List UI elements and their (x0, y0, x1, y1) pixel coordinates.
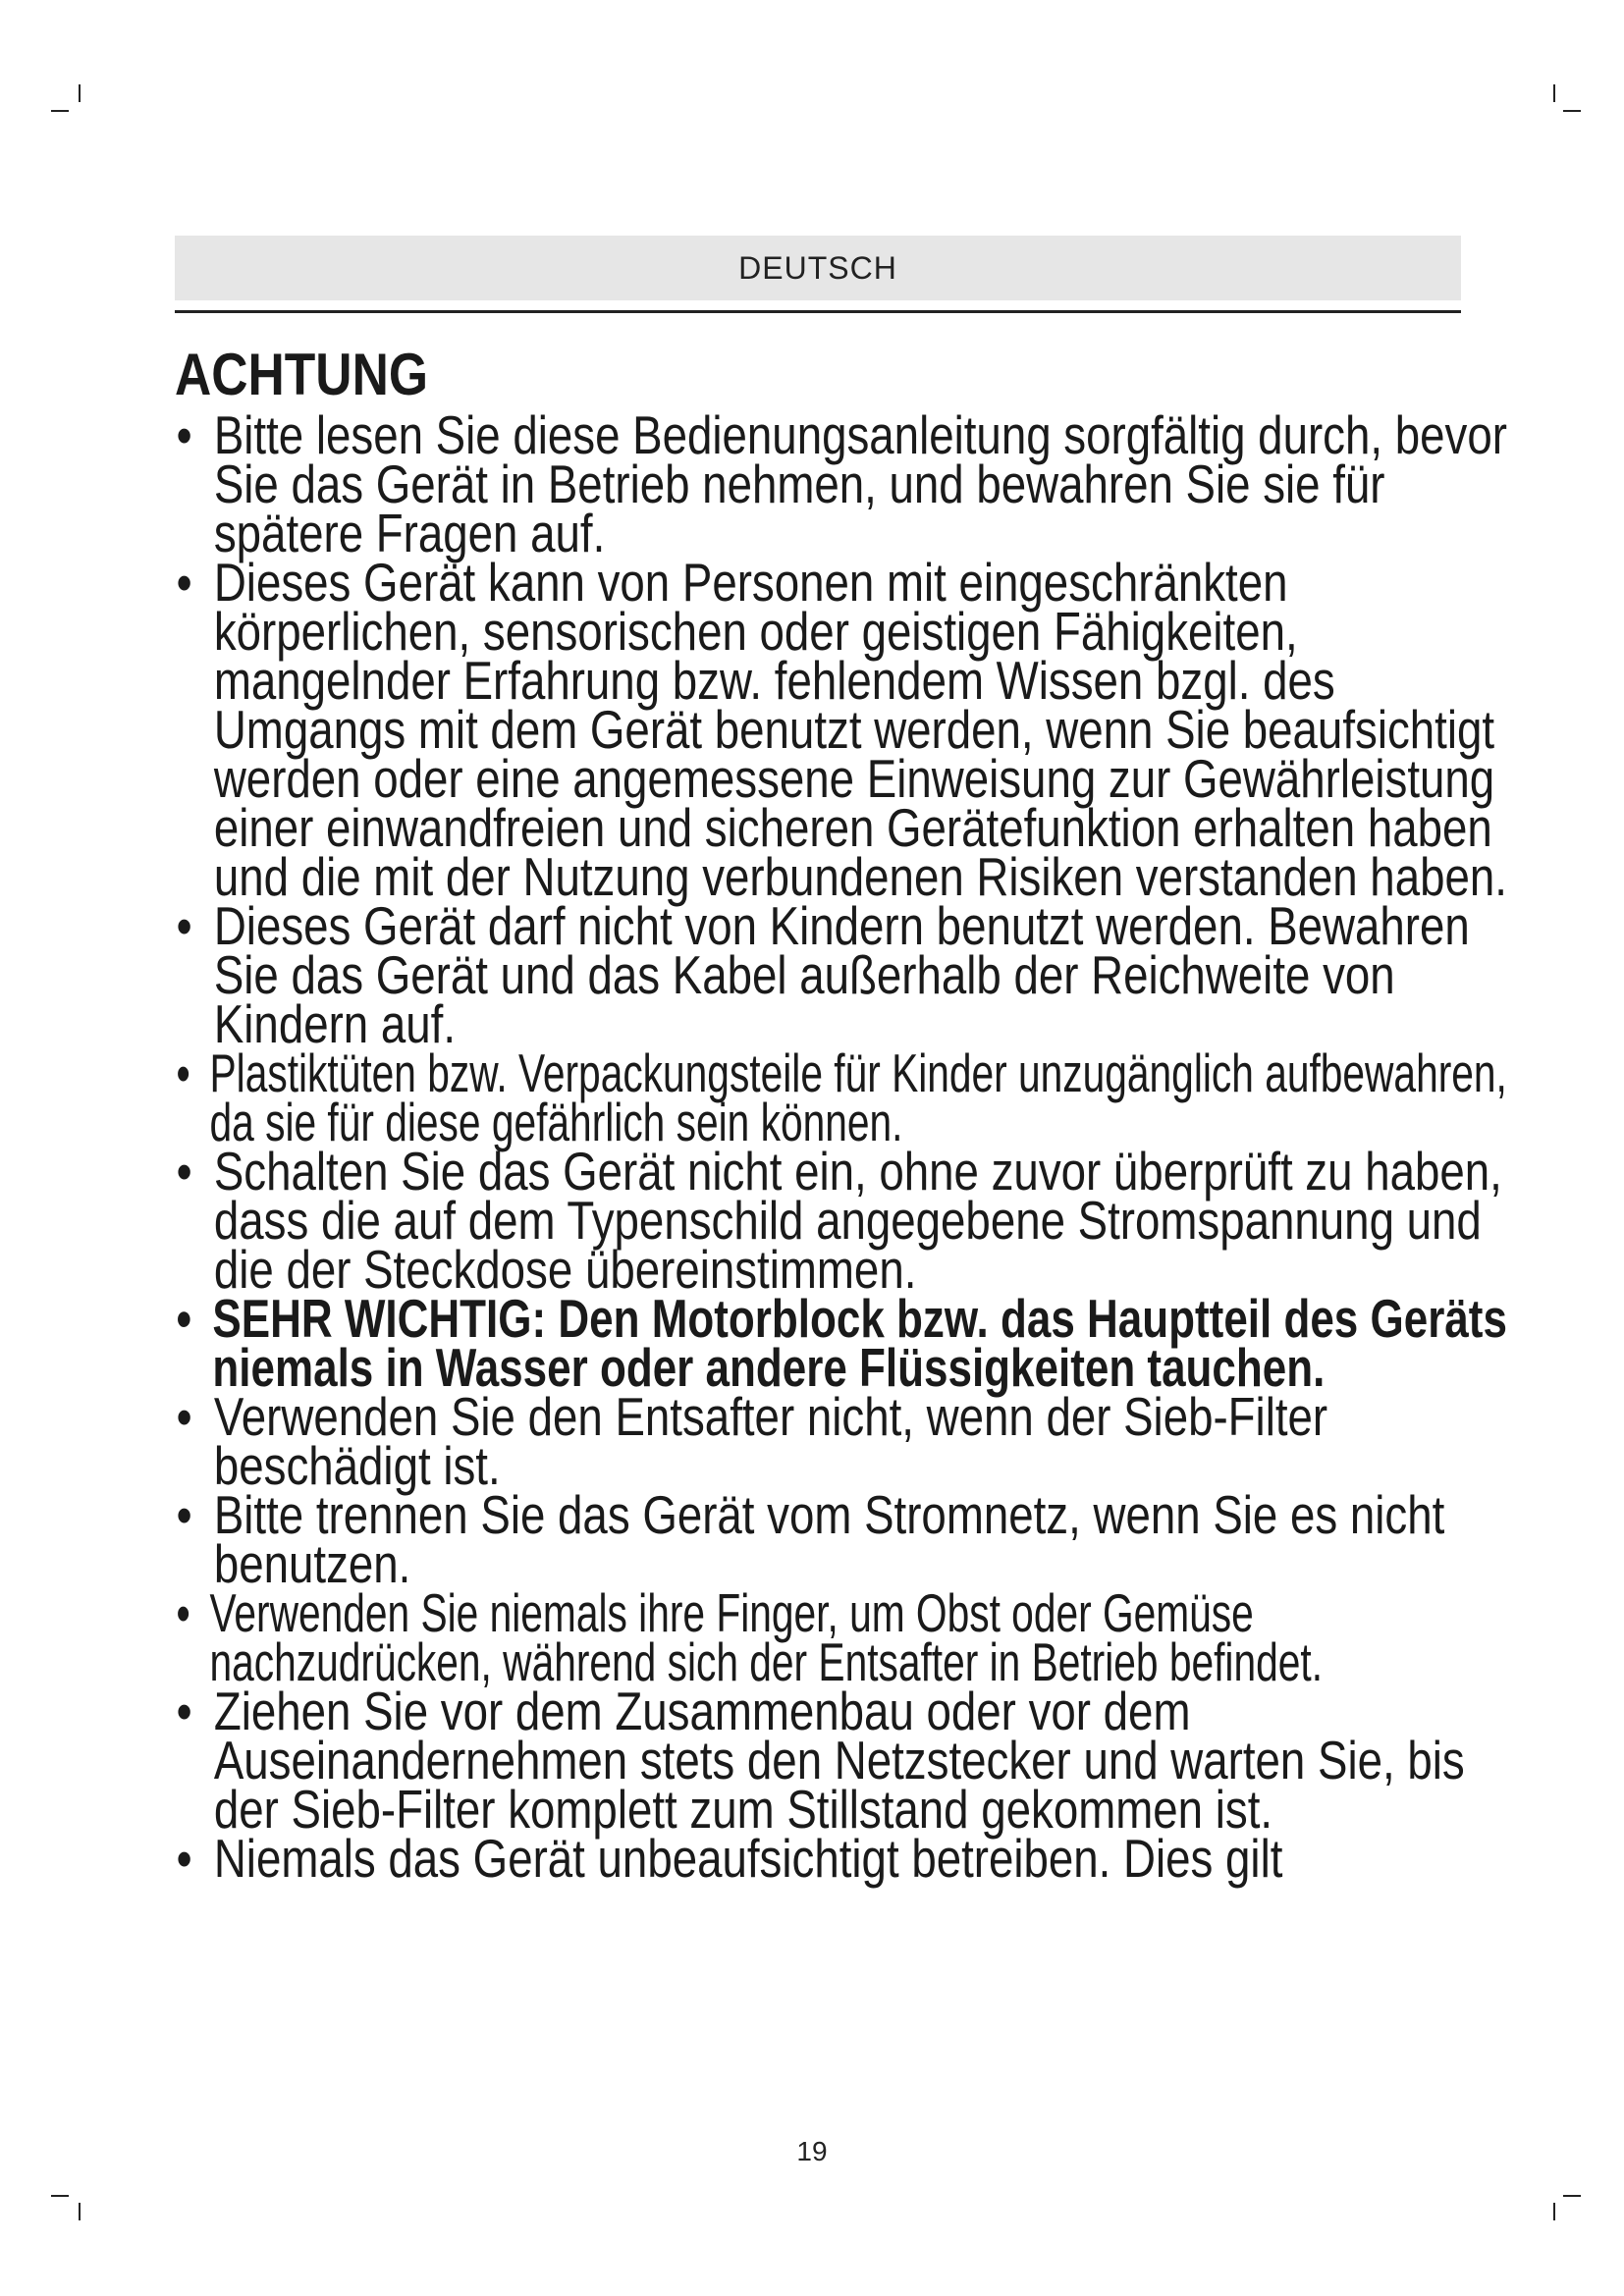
bullet: • (176, 1828, 192, 1889)
item-text: Verwenden Sie den Entsafter nicht, wenn der Sieb-Filter beschädigt ist. (213, 1386, 1328, 1496)
bullet: • (176, 552, 192, 613)
crop-mark-top-right-h (1563, 110, 1581, 112)
list-item-warning (175, 1288, 1528, 1398)
item-text: Dieses Gerät kann von Personen mit eingeschränkten körperlichen, sensorischen oder geistigen Fähigkeiten, mangelnder Erfahrung bzw. fehlendem Wissen bzgl. des Umgangs mit dem Gerät benutzt werden, wenn Sie beaufsichtigt werden oder eine angemessene Einweisung zur Gewährleistung einer einwandfreien und sicheren Gerätefunktion erhalten haben und die mit der Nutzung verbundenen Risiken verstanden haben. (213, 552, 1507, 907)
item-text: SEHR WICHTIG: Den Motorblock bzw. das Hauptteil des Geräts niemals in Wasser oder andere Flüssigkeiten tauchen. (212, 1288, 1507, 1398)
item-text: Niemals das Gerät unbeaufsichtigt betreiben. Dies gilt (213, 1828, 1283, 1889)
list-item (175, 404, 1529, 563)
bullet: • (176, 1484, 192, 1545)
bullet: • (176, 1141, 192, 1201)
item-text: Verwenden Sie niemals ihre Finger, um Obst oder Gemüse nachzudrücken, während sich der Entsafter in Betrieb befindet. (209, 1582, 1324, 1692)
bullet: • (176, 1288, 192, 1349)
list-item (175, 1681, 1529, 1840)
bullet: • (176, 404, 192, 465)
crop-mark-top-left-h (51, 110, 69, 112)
item-text: Schalten Sie das Gerät nicht ein, ohne zuvor überprüft zu haben, dass die auf dem Typenschild angegebene Stromspannung und die der Steckdose übereinstimmen. (213, 1141, 1502, 1300)
item-text: Dieses Gerät darf nicht von Kindern benutzt werden. Bewahren Sie das Gerät und das Kabel außerhalb der Reichweite von Kindern auf. (213, 895, 1470, 1054)
language-header (175, 236, 1461, 300)
list-item (175, 1042, 1526, 1152)
crop-mark-bottom-left-h (51, 2195, 69, 2197)
crop-mark-bottom-right-h (1563, 2195, 1581, 2197)
language-label: DEUTSCH (738, 249, 897, 286)
list-item (175, 1386, 1529, 1496)
bullet: • (176, 1681, 192, 1741)
bullet: • (176, 1386, 192, 1447)
item-text: Bitte trennen Sie das Gerät vom Stromnetz, wenn Sie es nicht benutzen. (213, 1484, 1445, 1594)
bullet: • (176, 1582, 190, 1643)
list-item (175, 1141, 1529, 1300)
list-item (175, 552, 1529, 907)
crop-mark-bottom-right-v (1553, 2203, 1555, 2220)
list-item (175, 895, 1529, 1054)
crop-mark-top-right-v (1553, 84, 1555, 102)
bullet: • (176, 1042, 190, 1103)
header-divider (175, 310, 1461, 313)
crop-mark-top-left-v (79, 84, 81, 102)
list-item (175, 1484, 1529, 1594)
list-item (175, 1582, 1526, 1692)
bullet: • (176, 895, 192, 956)
safety-instructions-list (175, 404, 1507, 1889)
list-item (175, 1828, 1529, 1889)
section-heading: ACHTUNG (175, 342, 428, 407)
item-text: Bitte lesen Sie diese Bedienungsanleitung sorgfältig durch, bevor Sie das Gerät in Betrieb nehmen, und bewahren Sie sie für spätere Fragen auf. (213, 404, 1507, 563)
item-text: Ziehen Sie vor dem Zusammenbau oder vor dem Auseinandernehmen stets den Netzstecker und warten Sie, bis der Sieb-Filter komplett zum Stillstand gekommen ist. (213, 1681, 1465, 1840)
page-number: 19 (796, 2136, 828, 2166)
item-text: Plastiktüten bzw. Verpackungsteile für Kinder unzugänglich aufbewahren, da sie für diese gefährlich sein können. (209, 1042, 1507, 1152)
crop-mark-bottom-left-v (79, 2203, 81, 2220)
